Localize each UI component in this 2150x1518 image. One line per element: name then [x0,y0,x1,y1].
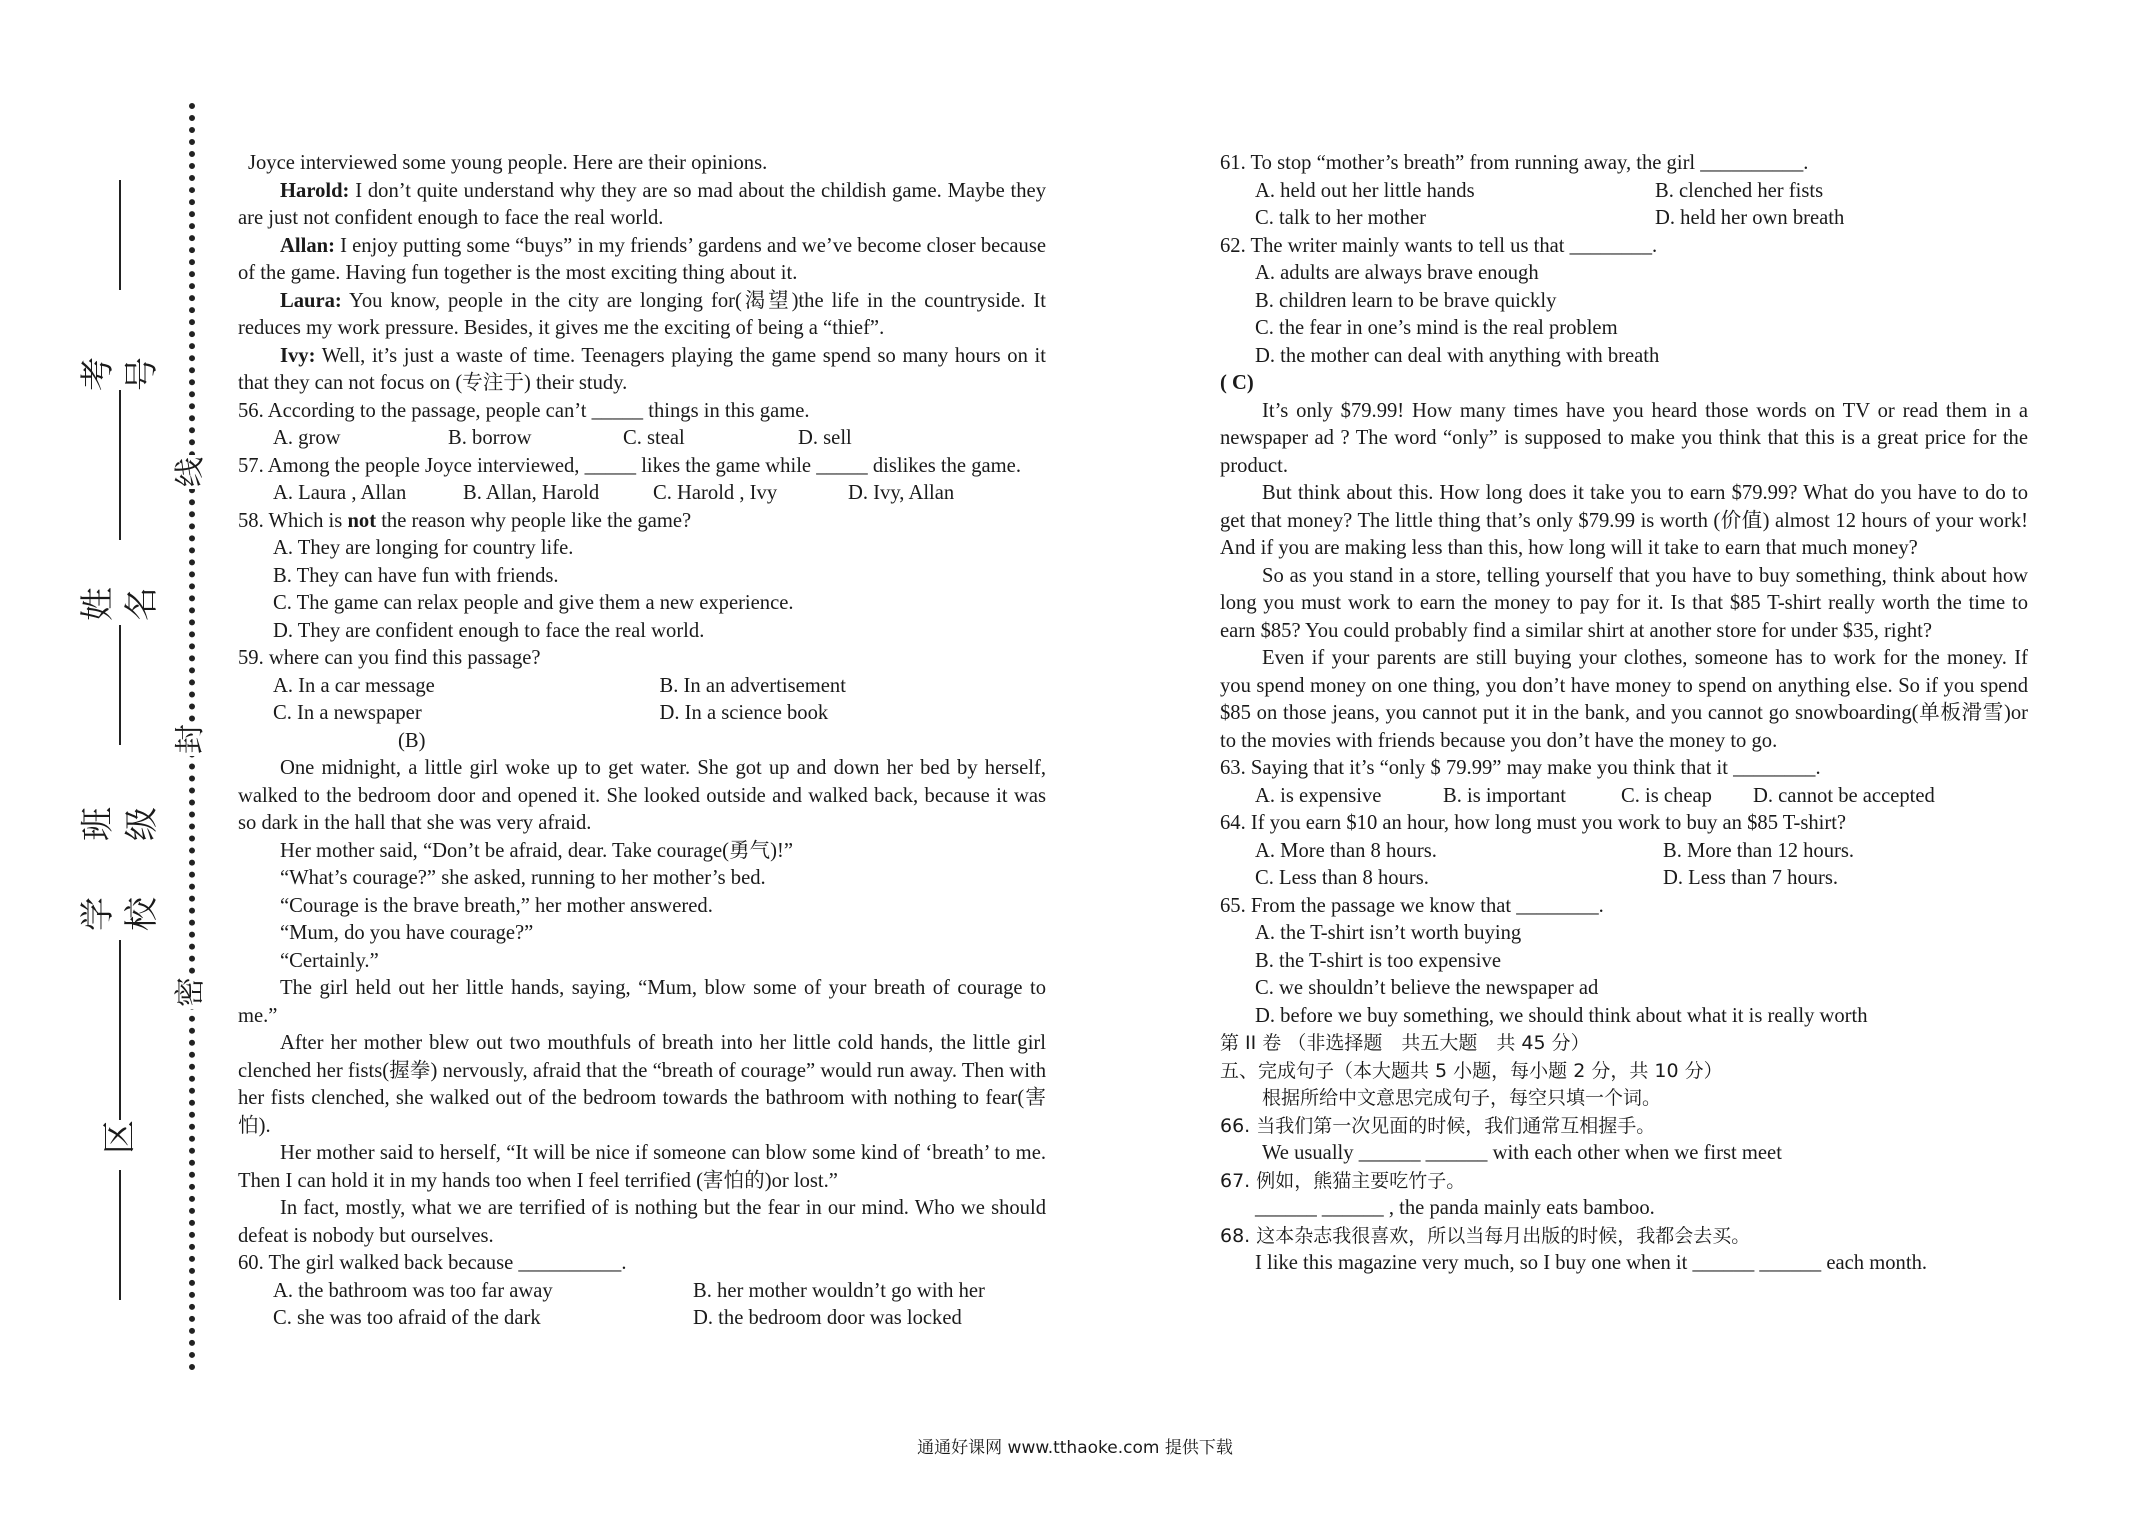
option-b: B. is important [1443,784,1566,807]
field-class: 班级 [78,807,162,841]
passage-b-paragraph: “Courage is the brave breath,” her mother answered. [280,894,713,917]
question-56-stem: 56. According to the passage, people can’t _____ things in this game. [238,399,810,422]
binding-char-feng: 封 [173,724,208,754]
option-a: A. grow [273,427,341,449]
question-59-stem: 59. where can you find this passage? [238,647,541,669]
passage-b-paragraph: Her mother said, “Don’t be afraid, dear. Take courage(勇气)!” [280,839,793,862]
question-57-stem: 57. Among the people Joyce interviewed, _____ likes the game while _____ dislikes the game. [238,454,1021,477]
passage-b-paragraph: Her mother said to herself, “It will be nice if someone can blow some kind of ‘breath’ to me. Then I can hold it in my hands too when I feel terrified (害怕的)or lost.” [238,1142,1046,1192]
question-56-options [238,425,1046,453]
option-a: A. adults are always brave enough [1255,262,1539,284]
option-a: A. More than 8 hours. [1255,839,1437,862]
field-exam-number: 考号 [78,357,162,391]
option-b: B. In an advertisement [659,674,846,697]
binding-char-xian: 线 [173,457,208,487]
passage-a-intro: Joyce interviewed some young people. Here are their opinions. [248,152,768,174]
opinion-harold [238,178,1046,233]
option-d: D. Less than 7 hours. [1663,867,1839,889]
option-d: D. cannot be accepted [1753,784,1935,807]
speaker-name: Laura: [280,289,342,312]
passage-b-paragraph: “Mum, do you have courage?” [280,922,534,944]
passage-b-paragraph: In fact, mostly, what we are terrified of is nothing but the fear in our mind. Who we should defeat is nobody but ourselves. [238,1197,1046,1247]
question-64-stem: 64. If you earn $10 an hour, how long must you work to buy an $85 T-shirt? [1220,812,1847,834]
option-c: C. In a newspaper [273,702,422,724]
page-footer: 通通好课网 www.tthaoke.com 提供下载 [917,1438,1233,1458]
part-two-title: 第 II 卷 （非选择题 共五大题 共 45 分） [1220,1032,1590,1054]
option-c: C. steal [623,427,685,449]
right-column [1220,150,2028,1278]
option-a: A. They are longing for country life. [273,537,574,559]
question-66-sentence: We usually ______ ______ with each other when we first meet [1262,1142,1782,1164]
question-68-sentence: I like this magazine very much, so I buy one when it ______ ______ each month. [1255,1252,1928,1274]
option-d: D. Ivy, Allan [848,482,955,504]
option-c: C. she was too afraid of the dark [273,1307,541,1329]
opinion-text: Well, it’s just a waste of time. Teenagers playing the game spend so many hours on it that they can not focus on (专注于) their study. [238,344,1046,394]
info-blank-line [119,390,121,540]
speaker-name: Harold: [280,179,350,202]
section-five-title: 五、完成句子（本大题共 5 小题，每小题 2 分，共 10 分） [1220,1059,1723,1082]
opinion-text: I don’t quite understand why they are so mad about the childish game. Maybe they are just not confident enough to face the real world. [238,179,1046,229]
opinion-allan [238,233,1046,288]
left-column [238,150,1046,1333]
question-67-sentence: ______ ______ , the panda mainly eats bamboo. [1255,1197,1655,1219]
opinion-ivy [238,343,1046,398]
option-b: B. children learn to be brave quickly [1255,289,1557,312]
info-blank-line [119,940,121,1120]
emphasis-not: not [347,509,377,532]
option-c: C. is cheap [1621,784,1712,807]
question-66-chinese: 66. 当我们第一次见面的时候，我们通常互相握手。 [1220,1114,1656,1137]
info-blank-line [119,180,121,290]
option-c: C. talk to her mother [1255,207,1427,229]
question-63-stem: 63. Saying that it’s “only $ 79.99” may make you think that it ________. [1220,757,1821,779]
option-a: A. the T-shirt isn’t worth buying [1255,922,1522,944]
question-60-options [238,1278,1046,1333]
question-59-options [238,673,1046,728]
option-d: D. the bedroom door was locked [693,1307,962,1329]
option-b: B. borrow [448,427,532,449]
option-b: B. They can have fun with friends. [273,564,559,587]
option-a: A. the bathroom was too far away [273,1279,553,1302]
opinion-text: You know, people in the city are longing for(渴望)the life in the countryside. It reduces my work pressure. Besides, it gives me the exciting of being a “thief”. [238,289,1046,339]
option-d: D. held her own breath [1655,207,1845,229]
option-d: D. the mother can deal with anything with breath [1255,344,1660,367]
option-a: A. is expensive [1255,784,1382,807]
question-61-options [1220,178,2028,233]
option-a: A. held out her little hands [1255,179,1475,202]
option-c: C. Harold , Ivy [653,482,778,504]
passage-b-paragraph: “Certainly.” [280,949,379,972]
question-68-chinese: 68. 这本杂志我很喜欢，所以当每月出版的时候，我都会去买。 [1220,1224,1751,1247]
passage-b-paragraph: The girl held out her little hands, saying, “Mum, blow some of your breath of courage to me.” [238,977,1046,1027]
section-five-instructions: 根据所给中文意思完成句子，每空只填一个词。 [1262,1087,1662,1109]
binding-char-mi: 密 [173,977,208,1007]
speaker-name: Ivy: [280,344,316,367]
passage-b-paragraph: One midnight, a little girl woke up to get water. She got up and down her bed by herself, walked to the bedroom door and opened it. She looked outside and walked back, because it was so dark in the hall that she was very afraid. [238,757,1046,834]
option-c: C. The game can relax people and give them a new experience. [273,592,794,614]
option-c: C. Less than 8 hours. [1255,867,1429,889]
passage-c-paragraph: But think about this. How long does it take you to earn $79.99? What do you have to do to get that money? The little thing that’s only $79.99 is worth (价值) almost 12 hours of your work! And if you are making less than this, how long will it take to earn that much money? [1220,482,2028,559]
option-a: A. In a car message [273,674,435,697]
option-b: B. More than 12 hours. [1663,839,1855,862]
option-b: B. the T-shirt is too expensive [1255,949,1501,972]
question-67-chinese: 67. 例如，熊猫主要吃竹子。 [1220,1169,1466,1192]
question-57-options [238,480,1046,508]
info-blank-line [119,625,121,745]
option-c: C. the fear in one’s mind is the real problem [1255,317,1618,339]
passage-c-paragraph: So as you stand in a store, telling yourself that you have to buy something, think about how long you must work to earn the money to pay for it. Is that $85 T-shirt really worth the time to earn $85? You could probably find a similar shirt at another store for under $35, right? [1220,564,2028,642]
option-b: B. her mother wouldn’t go with her [693,1279,985,1302]
field-district: 区 [100,1120,140,1154]
option-d: D. sell [798,427,852,449]
question-64-options [1220,838,2028,893]
option-d: D. before we buy something, we should think about what it is really worth [1255,1004,1868,1027]
option-a: A. Laura , Allan [273,482,407,504]
speaker-name: Allan: [280,234,335,257]
student-info-fields [78,170,162,1310]
passage-b-paragraph: “What’s courage?” she asked, running to her mother’s bed. [280,867,766,889]
option-d: D. They are confident enough to face the real world. [273,619,705,642]
question-65-stem: 65. From the passage we know that ________. [1220,894,1604,917]
option-b: B. Allan, Harold [463,482,600,504]
passage-c-paragraph: Even if your parents are still buying your clothes, someone has to work for the money. If you spend money on one thing, you don’t have money to spend on anything else. So if you spend $85 on those jeans, you cannot put it in the bank, and you cannot go snowboarding(单板滑雪)or to the movies with friends because you don’t have the money to go. [1220,647,2028,752]
option-d: D. In a science book [659,702,829,724]
passage-c-paragraph: It’s only $79.99! How many times have you heard those words on TV or read them in a newspaper ad ? The word “only” is supposed to make you think that this is a great price for the product. [1220,399,2028,477]
info-blank-line [119,1170,121,1300]
option-b: B. clenched her fists [1655,179,1824,202]
question-62-stem: 62. The writer mainly wants to tell us that ________. [1220,234,1658,257]
question-61-stem: 61. To stop “mother’s breath” from running away, the girl __________. [1220,152,1809,174]
field-school: 学校 [78,897,162,931]
question-63-options [1220,783,2028,811]
passage-b-paragraph: After her mother blew out two mouthfuls of breath into her little cold hands, the little girl clenched her fists(握拳) nervously, afraid that the “breath of courage” would run away. Then with her fists clenched, she walked out of the bedroom towards the bathroom with nothing to fear(害怕). [238,1032,1046,1137]
opinion-text: I enjoy putting some “buys” in my friends’ gardens and we’ve become closer because of the game. Having fun together is the most exciting thing about it. [238,234,1046,284]
field-name: 姓名 [78,587,162,621]
question-58-stem: 58. Which is not the reason why people like the game? [238,509,692,532]
section-c-heading: ( C) [1220,372,1254,394]
question-60-stem: 60. The girl walked back because __________. [238,1252,627,1274]
opinion-laura [238,288,1046,343]
section-b-heading: (B) [398,729,426,752]
option-c: C. we shouldn’t believe the newspaper ad [1255,977,1599,999]
